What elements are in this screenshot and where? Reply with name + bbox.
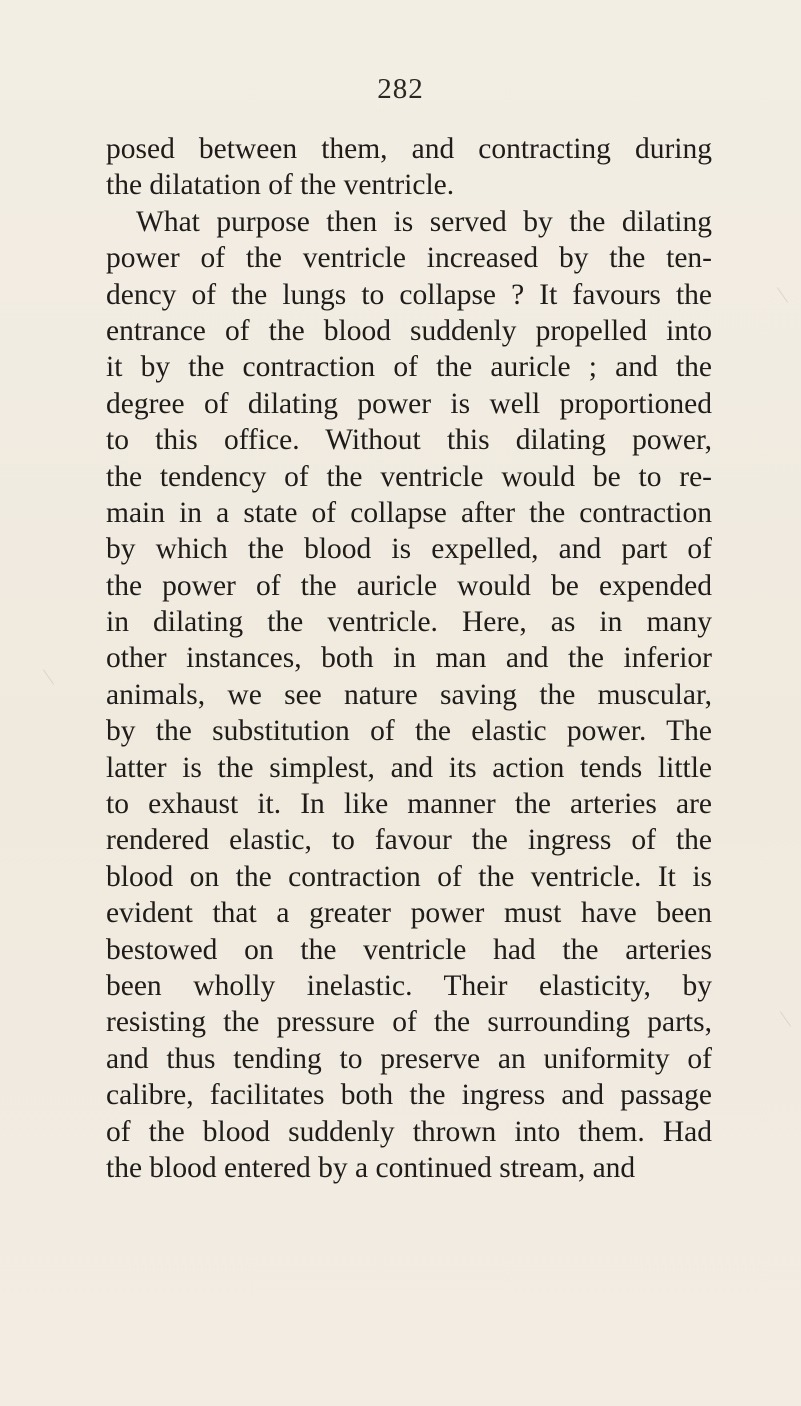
text-line: posed between them, and contracting during — [106, 133, 712, 165]
text-line: by which the blood is expelled, and part of — [106, 533, 712, 566]
text-line: main in a state of collapse after the contraction — [106, 496, 712, 529]
text-line: animals, we see nature saving the muscular, — [106, 678, 712, 711]
text-line: entrance of the blood suddenly propelled into — [106, 314, 712, 347]
paper-mark — [780, 1011, 791, 1026]
page-number: 282 — [377, 73, 424, 105]
text-line: by the substitution of the elastic power. The — [106, 715, 712, 748]
text-line: the power of the auricle would be expended — [106, 569, 712, 602]
text-line: evident that a greater power must have been — [106, 897, 712, 930]
text-line: the tendency of the ventricle would be to re- — [106, 460, 712, 493]
text-line: in dilating the ventricle. Here, as in many — [106, 606, 712, 639]
text-line: the blood entered by a continued stream, and — [106, 1151, 636, 1184]
text-line: degree of dilating power is well proportioned — [106, 387, 712, 420]
text-line: rendered elastic, to favour the ingress of the — [106, 824, 712, 857]
text-line: and thus tending to preserve an uniformity of — [106, 1042, 712, 1075]
text-line: of the blood suddenly thrown into them. Had — [106, 1115, 712, 1148]
text-line: blood on the contraction of the ventricle. It is — [106, 860, 712, 893]
text-line: latter is the simplest, and its action tends little — [106, 751, 712, 784]
text-line: the dilatation of the ventricle. — [106, 169, 455, 202]
paper-mark — [777, 287, 788, 302]
text-line: calibre, facilitates both the ingress and passage — [106, 1079, 712, 1112]
text-line: bestowed on the ventricle had the arteries — [106, 933, 712, 966]
text-line: to exhaust it. In like manner the arteries are — [106, 788, 712, 821]
text-line: dency of the lungs to collapse ? It favours the — [106, 278, 712, 311]
paper-mark — [43, 669, 54, 684]
text-line: resisting the pressure of the surrounding parts, — [106, 1006, 712, 1039]
text-line: to this office. Without this dilating power, — [106, 424, 712, 457]
text-line: it by the contraction of the auricle ; and the — [106, 351, 712, 384]
text-line: What purpose then is served by the dilating — [136, 205, 712, 238]
body-text — [106, 131, 712, 1186]
text-line: power of the ventricle increased by the ten- — [106, 242, 712, 275]
text-line: other instances, both in man and the inferior — [106, 642, 712, 675]
text-line: been wholly inelastic. Their elasticity, by — [106, 969, 712, 1002]
